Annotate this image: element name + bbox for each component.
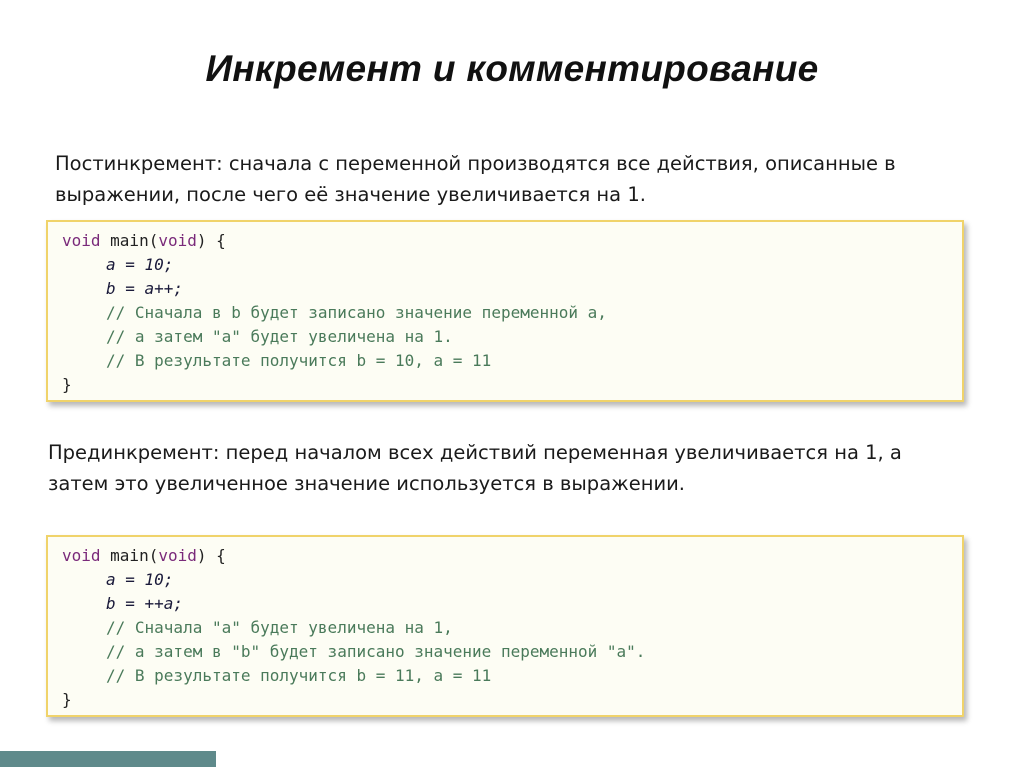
- code-keyword-void: void: [62, 231, 101, 250]
- slide-title: Инкремент и комментирование: [205, 48, 819, 89]
- postincrement-description-line-1: Постинкремент: сначала с переменной производятся все действия, описанные в: [55, 152, 896, 175]
- code-statement-assign-b: b = ++a;: [106, 594, 184, 613]
- preincrement-code-block: [46, 535, 964, 717]
- preincrement-description-line-2: затем это увеличенное значение используется в выражении.: [48, 472, 685, 495]
- code-comment-3: // В результате получится b = 10, a = 11: [106, 351, 492, 370]
- code-comment-2: // а затем в "b" будет записано значение переменной "a".: [106, 642, 646, 661]
- code-comment-3: // В результате получится b = 11, a = 11: [106, 666, 492, 685]
- code-statement-assign-a: a = 10;: [106, 570, 174, 589]
- code-function-signature: [62, 544, 962, 568]
- code-closing-brace: }: [62, 690, 72, 709]
- code-statement-assign-b: b = a++;: [106, 279, 184, 298]
- code-signature-end: ) {: [196, 546, 226, 565]
- postincrement-code-block: [46, 220, 964, 402]
- code-closing-brace: }: [62, 375, 72, 394]
- code-function-name: main(: [100, 231, 159, 250]
- preincrement-description: [48, 437, 978, 499]
- postincrement-description-line-2: выражении, после чего её значение увеличивается на 1.: [55, 183, 646, 206]
- code-comment-1: // Сначала "a" будет увеличена на 1,: [106, 618, 453, 637]
- code-keyword-void: void: [62, 546, 101, 565]
- code-function-name: main(: [100, 546, 159, 565]
- code-keyword-void-param: void: [158, 546, 197, 565]
- code-keyword-void-param: void: [158, 231, 197, 250]
- preincrement-description-line-1: Прединкремент: перед началом всех действий переменная увеличивается на 1, а: [48, 441, 902, 464]
- postincrement-description: [55, 148, 975, 210]
- code-comment-1: // Сначала в b будет записано значение переменной a,: [106, 303, 607, 322]
- code-comment-2: // а затем "a" будет увеличена на 1.: [106, 327, 453, 346]
- code-function-signature: [62, 229, 962, 253]
- code-signature-end: ) {: [196, 231, 226, 250]
- code-statement-assign-a: a = 10;: [106, 255, 174, 274]
- footer-accent-bar: [0, 751, 216, 767]
